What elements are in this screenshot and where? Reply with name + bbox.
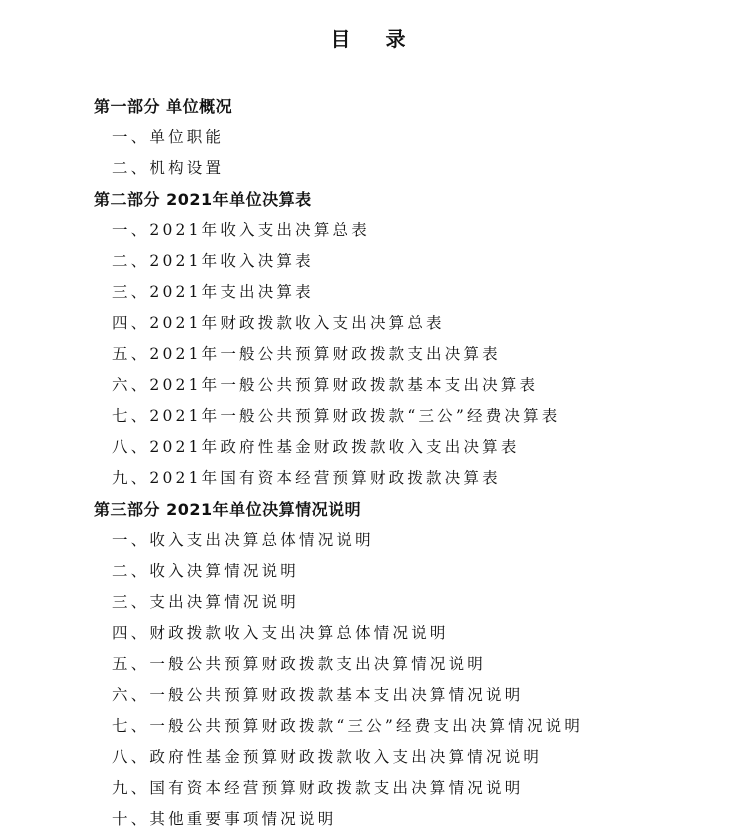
toc-entry: 二、2021年收入决算表: [112, 252, 314, 270]
toc-entry: 一、单位职能: [112, 128, 225, 146]
toc-entry: 六、2021年一般公共预算财政拨款基本支出决算表: [112, 376, 539, 394]
toc-entry: 六、一般公共预算财政拨款基本支出决算情况说明: [112, 686, 524, 704]
toc-entry: 二、机构设置: [112, 159, 225, 177]
toc-entry: 七、一般公共预算财政拨款“三公”经费支出决算情况说明: [112, 717, 584, 735]
toc-entry: 一、2021年收入支出决算总表: [112, 221, 370, 239]
toc-entry: 四、2021年财政拨款收入支出决算总表: [112, 314, 445, 332]
toc-entry: 四、财政拨款收入支出决算总体情况说明: [112, 624, 449, 642]
toc-part-heading: 第二部分 2021年单位决算表: [94, 190, 312, 209]
toc-entry: 八、2021年政府性基金财政拨款收入支出决算表: [112, 438, 520, 456]
toc-entry: 五、一般公共预算财政拨款支出决算情况说明: [112, 655, 487, 673]
toc-part-heading: 第一部分 单位概况: [94, 97, 233, 116]
toc-entry: 九、国有资本经营预算财政拨款支出决算情况说明: [112, 779, 524, 797]
toc-entry: 十、其他重要事项情况说明: [112, 810, 337, 828]
toc-entry: 三、2021年支出决算表: [112, 283, 314, 301]
toc-entry: 一、收入支出决算总体情况说明: [112, 531, 374, 549]
toc-entry: 八、政府性基金预算财政拨款收入支出决算情况说明: [112, 748, 543, 766]
toc-entry: 二、收入决算情况说明: [112, 562, 300, 580]
page-title: 目 录: [330, 27, 420, 51]
toc-entry: 三、支出决算情况说明: [112, 593, 300, 611]
toc-entry: 五、2021年一般公共预算财政拨款支出决算表: [112, 345, 501, 363]
toc-part-heading: 第三部分 2021年单位决算情况说明: [94, 500, 362, 519]
toc-entry: 九、2021年国有资本经营预算财政拨款决算表: [112, 469, 501, 487]
toc-entry: 七、2021年一般公共预算财政拨款“三公”经费决算表: [112, 407, 561, 425]
table-of-contents: [0, 91, 736, 835]
